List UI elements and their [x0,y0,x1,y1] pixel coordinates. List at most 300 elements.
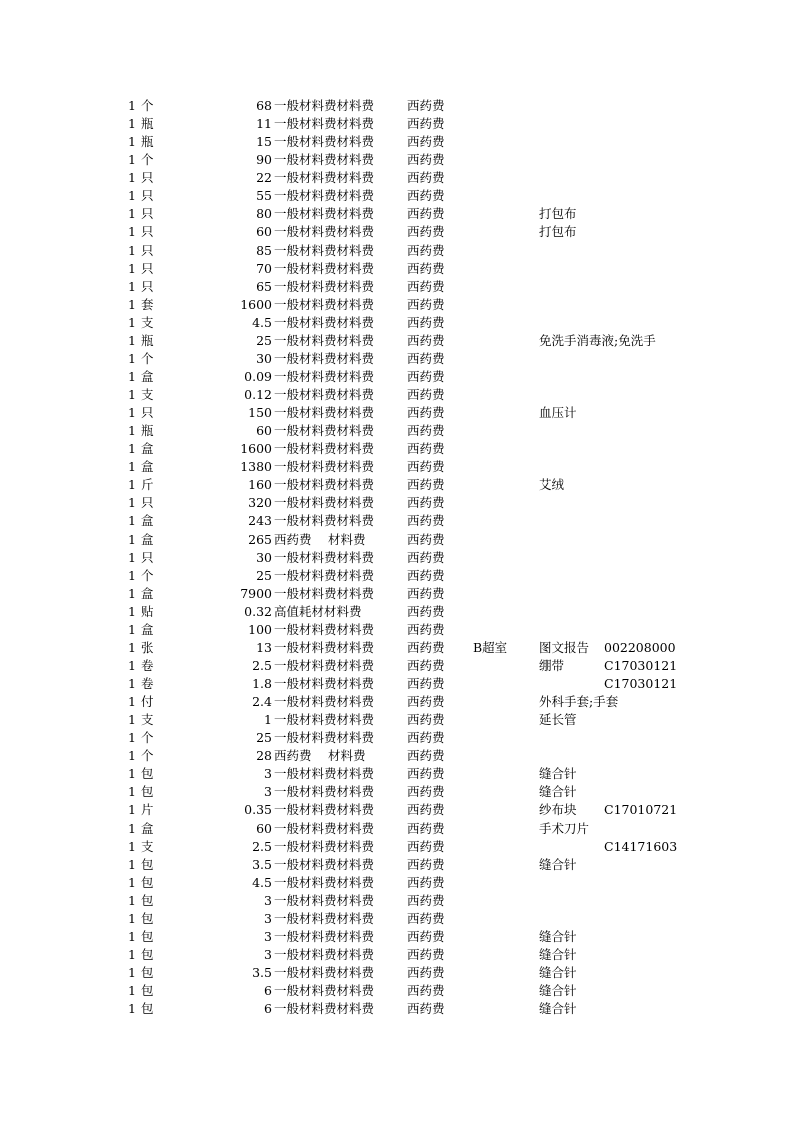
unit-cell: 只 [141,242,154,258]
unit-cell: 只 [141,170,154,186]
fee-type-cell: 西药费 [407,730,445,746]
price-cell: 30 [256,350,272,366]
price-cell: 1380 [240,459,272,475]
fee-type-cell: 西药费 [407,694,445,710]
quantity-cell: 1 [128,170,136,186]
unit-cell: 只 [141,260,154,276]
quantity-cell: 1 [128,856,136,872]
quantity-cell: 1 [128,567,136,583]
code-cell: C17030121 [604,657,678,673]
table-row [0,892,793,910]
item-name-cell: 打包布 [539,206,577,222]
unit-cell: 个 [141,152,154,168]
table-row [0,278,793,296]
category-cell: 一般材料费材料费 [274,766,375,782]
unit-cell: 只 [141,224,154,240]
fee-type-cell: 西药费 [407,946,445,962]
table-row [0,133,793,151]
price-cell: 15 [256,134,272,150]
unit-cell: 包 [141,1001,154,1017]
fee-type-cell: 西药费 [407,856,445,872]
table-row [0,801,793,819]
fee-type-cell: 西药费 [407,657,445,673]
category-cell: 一般材料费材料费 [274,712,375,728]
category-cell: 一般材料费材料费 [274,838,375,854]
price-cell: 0.32 [244,603,272,619]
quantity-cell: 1 [128,983,136,999]
category-cell: 一般材料费材料费 [274,621,375,637]
table-row [0,350,793,368]
price-cell: 160 [248,477,272,493]
quantity-cell: 1 [128,278,136,294]
quantity-cell: 1 [128,1001,136,1017]
fee-type-cell: 西药费 [407,260,445,276]
price-cell: 90 [256,152,272,168]
price-cell: 6 [264,1001,272,1017]
price-cell: 4.5 [252,874,272,890]
category-cell: 一般材料费材料费 [274,694,375,710]
unit-cell: 只 [141,206,154,222]
unit-cell: 斤 [141,477,154,493]
unit-cell: 包 [141,784,154,800]
category-cell: 一般材料费材料费 [274,260,375,276]
unit-cell: 只 [141,188,154,204]
item-name-cell: 打包布 [539,224,577,240]
category-cell: 一般材料费材料费 [274,98,375,113]
quantity-cell: 1 [128,224,136,240]
table-row [0,494,793,512]
table-row [0,296,793,314]
fee-type-cell: 西药费 [407,639,445,655]
quantity-cell: 1 [128,621,136,637]
table-row [0,693,793,711]
fee-type-cell: 西药费 [407,549,445,565]
category-cell: 西药费 材料费 [274,531,366,547]
category-cell: 一般材料费材料费 [274,224,375,240]
quantity-cell: 1 [128,332,136,348]
fee-type-cell: 西药费 [407,206,445,222]
item-name-cell: 艾绒 [539,477,565,493]
unit-cell: 只 [141,405,154,421]
fee-type-cell: 西药费 [407,676,445,691]
unit-cell: 张 [141,639,154,655]
quantity-cell: 1 [128,206,136,222]
price-cell: 1 [264,712,272,728]
quantity-cell: 1 [128,639,136,655]
fee-type-cell: 西药费 [407,784,445,800]
table-row [0,97,793,115]
quantity-cell: 1 [128,766,136,782]
quantity-cell: 1 [128,459,136,475]
item-name-cell: 绷带 [539,657,565,673]
category-cell: 一般材料费材料费 [274,134,375,150]
category-cell: 一般材料费材料费 [274,116,375,132]
unit-cell: 包 [141,965,154,980]
unit-cell: 只 [141,495,154,511]
quantity-cell: 1 [128,549,136,565]
item-name-cell: 缝合针 [539,928,577,944]
price-cell: 3.5 [252,965,272,980]
quantity-cell: 1 [128,314,136,330]
category-cell: 一般材料费材料费 [274,802,375,818]
table-row [0,169,793,187]
unit-cell: 盒 [141,621,154,637]
unit-cell: 支 [141,712,154,728]
unit-cell: 盒 [141,441,154,457]
category-cell: 一般材料费材料费 [274,657,375,673]
price-cell: 11 [256,116,272,132]
quantity-cell: 1 [128,405,136,421]
fee-type-cell: 西药费 [407,405,445,421]
fee-type-cell: 西药费 [407,278,445,294]
price-cell: 60 [256,224,272,240]
unit-cell: 瓶 [141,116,154,132]
price-cell: 25 [256,730,272,746]
fee-type-cell: 西药费 [407,585,445,601]
category-cell: 一般材料费材料费 [274,946,375,962]
price-cell: 0.35 [244,802,272,818]
table-row [0,404,793,422]
category-cell: 一般材料费材料费 [274,441,375,457]
table-row [0,314,793,332]
quantity-cell: 1 [128,603,136,619]
price-cell: 3 [264,928,272,944]
category-cell: 一般材料费材料费 [274,242,375,258]
unit-cell: 盒 [141,820,154,836]
unit-cell: 支 [141,387,154,402]
category-cell: 一般材料费材料费 [274,296,375,312]
unit-cell: 盒 [141,513,154,529]
price-cell: 0.09 [244,368,272,384]
fee-type-cell: 西药费 [407,928,445,944]
quantity-cell: 1 [128,531,136,547]
fee-type-cell: 西药费 [407,224,445,240]
fee-type-cell: 西药费 [407,387,445,402]
quantity-cell: 1 [128,946,136,962]
table-row [0,567,793,585]
quantity-cell: 1 [128,423,136,439]
table-row [0,512,793,530]
category-cell: 一般材料费材料费 [274,170,375,186]
quantity-cell: 1 [128,838,136,854]
unit-cell: 盒 [141,585,154,601]
quantity-cell: 1 [128,152,136,168]
table-row [0,910,793,928]
category-cell: 高值耗材材料费 [274,603,362,619]
table-row [0,386,793,404]
table-row [0,783,793,801]
item-name-cell: 纱布块 [539,802,577,818]
category-cell: 一般材料费材料费 [274,730,375,746]
table-row [0,729,793,747]
category-cell: 一般材料费材料费 [274,983,375,999]
fee-type-cell: 西药费 [407,477,445,493]
price-cell: 2.5 [252,838,272,854]
price-cell: 320 [248,495,272,511]
quantity-cell: 1 [128,910,136,926]
fee-type-cell: 西药费 [407,441,445,457]
table-row [0,928,793,946]
table-row [0,946,793,964]
fee-type-cell: 西药费 [407,802,445,818]
unit-cell: 瓶 [141,134,154,150]
unit-cell: 支 [141,314,154,330]
price-cell: 65 [256,278,272,294]
unit-cell: 包 [141,892,154,908]
fee-type-cell: 西药费 [407,116,445,132]
table-row [0,476,793,494]
quantity-cell: 1 [128,441,136,457]
table-row [0,765,793,783]
quantity-cell: 1 [128,387,136,402]
price-cell: 2.4 [252,694,272,710]
price-cell: 7900 [240,585,272,601]
quantity-cell: 1 [128,657,136,673]
item-name-cell: 缝合针 [539,946,577,962]
unit-cell: 盒 [141,459,154,475]
price-cell: 3 [264,784,272,800]
fee-type-cell: 西药费 [407,567,445,583]
category-cell: 一般材料费材料费 [274,784,375,800]
unit-cell: 卷 [141,657,154,673]
quantity-cell: 1 [128,260,136,276]
quantity-cell: 1 [128,694,136,710]
quantity-cell: 1 [128,116,136,132]
category-cell: 一般材料费材料费 [274,965,375,980]
price-cell: 3 [264,946,272,962]
unit-cell: 个 [141,748,154,764]
table-row [0,621,793,639]
item-name-cell: 缝合针 [539,1001,577,1017]
quantity-cell: 1 [128,242,136,258]
fee-type-cell: 西药费 [407,766,445,782]
table-row [0,332,793,350]
category-cell: 一般材料费材料费 [274,459,375,475]
fee-type-cell: 西药费 [407,495,445,511]
category-cell: 一般材料费材料费 [274,910,375,926]
quantity-cell: 1 [128,368,136,384]
table-row [0,260,793,278]
unit-cell: 盒 [141,368,154,384]
unit-cell: 瓶 [141,332,154,348]
fee-type-cell: 西药费 [407,152,445,168]
price-cell: 25 [256,567,272,583]
unit-cell: 个 [141,730,154,746]
price-cell: 1600 [240,296,272,312]
price-cell: 3 [264,766,272,782]
price-cell: 80 [256,206,272,222]
price-cell: 22 [256,170,272,186]
fee-type-cell: 西药费 [407,892,445,908]
unit-cell: 个 [141,350,154,366]
price-cell: 3 [264,892,272,908]
quantity-cell: 1 [128,134,136,150]
item-name-cell: 免洗手消毒液;免洗手 [539,332,656,348]
quantity-cell: 1 [128,892,136,908]
price-cell: 150 [248,405,272,421]
quantity-cell: 1 [128,802,136,818]
category-cell: 一般材料费材料费 [274,676,375,691]
table-row [0,242,793,260]
price-cell: 13 [256,639,272,655]
unit-cell: 个 [141,567,154,583]
fee-type-cell: 西药费 [407,748,445,764]
category-cell: 一般材料费材料费 [274,278,375,294]
unit-cell: 付 [141,694,154,710]
price-cell: 85 [256,242,272,258]
category-cell: 一般材料费材料费 [274,152,375,168]
fee-type-cell: 西药费 [407,838,445,854]
price-cell: 2.5 [252,657,272,673]
fee-type-cell: 西药费 [407,350,445,366]
code-cell: C14171603 [604,838,678,854]
quantity-cell: 1 [128,585,136,601]
fee-type-cell: 西药费 [407,531,445,547]
item-name-cell: 血压计 [539,405,577,421]
fee-type-cell: 西药费 [407,134,445,150]
category-cell: 西药费 材料费 [274,748,366,764]
category-cell: 一般材料费材料费 [274,350,375,366]
fee-type-cell: 西药费 [407,621,445,637]
price-cell: 100 [248,621,272,637]
fee-type-cell: 西药费 [407,820,445,836]
quantity-cell: 1 [128,495,136,511]
price-cell: 3 [264,910,272,926]
category-cell: 一般材料费材料费 [274,405,375,421]
price-cell: 0.12 [244,387,272,402]
fee-type-cell: 西药费 [407,712,445,728]
fee-type-cell: 西药费 [407,603,445,619]
price-cell: 60 [256,820,272,836]
code-cell: C17030121 [604,676,678,691]
table-row [0,585,793,603]
table-row [0,856,793,874]
unit-cell: 只 [141,549,154,565]
table-row [0,531,793,549]
item-name-cell: 缝合针 [539,983,577,999]
category-cell: 一般材料费材料费 [274,423,375,439]
category-cell: 一般材料费材料费 [274,874,375,890]
table-row [0,874,793,892]
unit-cell: 个 [141,98,154,113]
fee-type-cell: 西药费 [407,423,445,439]
unit-cell: 包 [141,856,154,872]
category-cell: 一般材料费材料费 [274,856,375,872]
unit-cell: 包 [141,766,154,782]
item-name-cell: 外科手套;手套 [539,694,619,710]
quantity-cell: 1 [128,730,136,746]
table-row [0,639,793,657]
unit-cell: 瓶 [141,423,154,439]
spreadsheet-page [0,97,793,1018]
price-cell: 68 [256,98,272,113]
department-cell: B超室 [473,639,508,655]
fee-type-cell: 西药费 [407,98,445,113]
price-cell: 70 [256,260,272,276]
category-cell: 一般材料费材料费 [274,188,375,204]
unit-cell: 套 [141,296,154,312]
table-row [0,820,793,838]
fee-type-cell: 西药费 [407,1001,445,1017]
category-cell: 一般材料费材料费 [274,206,375,222]
table-row [0,657,793,675]
category-cell: 一般材料费材料费 [274,928,375,944]
category-cell: 一般材料费材料费 [274,314,375,330]
table-row [0,458,793,476]
unit-cell: 卷 [141,676,154,691]
table-row [0,747,793,765]
unit-cell: 只 [141,278,154,294]
table-row [0,151,793,169]
category-cell: 一般材料费材料费 [274,639,375,655]
price-cell: 25 [256,332,272,348]
quantity-cell: 1 [128,477,136,493]
code-cell: C17010721 [604,802,678,818]
table-row [0,368,793,386]
table-row [0,187,793,205]
table-row [0,549,793,567]
fee-type-cell: 西药费 [407,332,445,348]
fee-type-cell: 西药费 [407,296,445,312]
item-name-cell: 缝合针 [539,784,577,800]
category-cell: 一般材料费材料费 [274,892,375,908]
table-row [0,982,793,1000]
table-row [0,223,793,241]
quantity-cell: 1 [128,874,136,890]
fee-type-cell: 西药费 [407,910,445,926]
category-cell: 一般材料费材料费 [274,477,375,493]
price-cell: 3.5 [252,856,272,872]
fee-type-cell: 西药费 [407,368,445,384]
price-cell: 243 [248,513,272,529]
item-name-cell: 缝合针 [539,856,577,872]
category-cell: 一般材料费材料费 [274,820,375,836]
unit-cell: 贴 [141,603,154,619]
category-cell: 一般材料费材料费 [274,513,375,529]
unit-cell: 片 [141,802,154,818]
category-cell: 一般材料费材料费 [274,332,375,348]
item-name-cell: 图文报告 [539,639,590,655]
item-name-cell: 缝合针 [539,766,577,782]
table-row [0,603,793,621]
fee-type-cell: 西药费 [407,188,445,204]
quantity-cell: 1 [128,513,136,529]
table-row [0,711,793,729]
table-row [0,422,793,440]
code-cell: 002208000 [604,639,676,655]
fee-type-cell: 西药费 [407,874,445,890]
quantity-cell: 1 [128,188,136,204]
item-name-cell: 缝合针 [539,965,577,980]
price-cell: 265 [248,531,272,547]
price-cell: 28 [256,748,272,764]
quantity-cell: 1 [128,965,136,980]
table-row [0,440,793,458]
quantity-cell: 1 [128,748,136,764]
unit-cell: 支 [141,838,154,854]
unit-cell: 包 [141,928,154,944]
quantity-cell: 1 [128,350,136,366]
price-cell: 6 [264,983,272,999]
price-cell: 1.8 [252,676,272,691]
price-cell: 30 [256,549,272,565]
table-row [0,675,793,693]
fee-type-cell: 西药费 [407,314,445,330]
table-row [0,838,793,856]
unit-cell: 包 [141,983,154,999]
unit-cell: 包 [141,910,154,926]
category-cell: 一般材料费材料费 [274,549,375,565]
